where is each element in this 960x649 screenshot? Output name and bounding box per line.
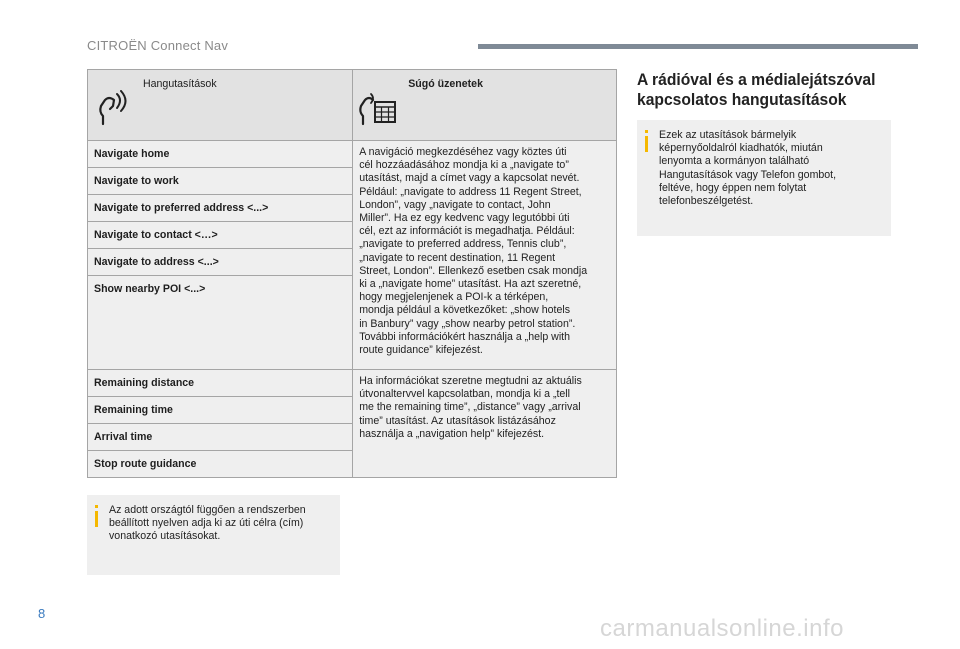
header-label-commands: Hangutasítások [143,78,217,90]
description-line: time” utasítást. Az utasítások listázásához [359,414,556,427]
section-heading-line: A rádióval és a médialejátszóval [637,70,876,89]
info-note-language [87,495,340,575]
note-line: Hangutasítások vagy Telefon gombot, [659,168,837,181]
note-line: vonatkozó utasításokat. [109,530,221,543]
description-line: cél, ezt az információt is megadhatja. Például: [359,225,575,238]
table-row [88,370,617,397]
page-number: 8 [38,606,46,621]
command-show-poi: Show nearby POI <...> [88,276,353,370]
command-remaining-time: Remaining time [88,397,353,424]
table-header-row [88,70,617,141]
note-line: képernyőoldalról kiadhatók, miután [659,142,823,155]
description-line: útvonaltervvel kapcsolatban, mondja ki a „tell [359,388,571,401]
note-line: Az adott országtól függően a rendszerben [109,504,306,516]
description-line: London”, vagy „navigate to contact, John [359,198,551,211]
command-stop-guidance: Stop route guidance [88,451,353,478]
header-label-help: Súgó üzenetek [408,78,483,90]
description-line: mondja például a következőket: „show hotels [359,304,571,317]
description-navigation [353,141,617,370]
description-line: route guidance” kifejezést. [359,344,483,357]
description-line: utasítást, majd a címet vagy a kapcsolat nevét. [359,172,580,185]
command-navigate-work: Navigate to work [88,168,353,195]
description-line: További információkért használja a „help with [359,330,571,343]
description-line: használja a „navigation help” kifejezést. [359,427,545,440]
description-line: A navigáció megkezdéséhez vagy köztes úti [359,146,567,158]
description-line: cél hozzáadásához mondja ki a „navigate to” [359,159,569,172]
description-line: „navigate to recent destination, 11 Regent [359,251,556,264]
header-cell-commands [88,70,353,141]
watermark: carmanualsonline.info [600,615,844,642]
description-line: in Banbury” vagy „show nearby petrol station”. [359,317,576,330]
note-line: telefonbeszélgetést. [659,195,754,208]
note-line: lenyomta a kormányon található [659,155,810,168]
description-line: „navigate to preferred address, Tennis club”, [359,238,567,251]
command-navigate-home: Navigate home [88,141,353,168]
description-line: me the remaining time”, „distance” vagy „arrival [359,401,581,414]
description-line: Ha információkat szeretne megtudni az aktuális [359,375,582,387]
header-cell-help [353,70,617,141]
info-note-text [109,504,306,544]
info-note-media [637,120,891,236]
info-icon [95,505,98,527]
section-heading-line: kapcsolatos hangutasítások [637,90,847,109]
command-navigate-contact: Navigate to contact <…> [88,222,353,249]
info-note-text [659,129,836,208]
section-heading [637,70,904,110]
voice-commands-table [87,69,617,478]
document-header-title: CITROËN Connect Nav [87,38,229,53]
note-line: beállított nyelven adja ki az úti célra (cím) [109,517,304,530]
description-line: hogy megjelenjenek a POI-k a térképen, [359,291,549,304]
description-line: Például: „navigate to address 11 Regent Street, [359,185,582,198]
command-remaining-distance: Remaining distance [88,370,353,397]
command-navigate-address: Navigate to address <...> [88,249,353,276]
description-route-info [353,370,617,478]
description-line: ki a „navigate home” utasítást. Ha azt szeretné, [359,278,582,291]
table-row [88,141,617,168]
command-navigate-preferred: Navigate to preferred address <...> [88,195,353,222]
header-rule [478,44,918,49]
voice-command-icon [97,90,135,126]
help-message-icon [359,90,397,126]
description-line: Street, London”. Ellenkező esetben csak mondja [359,264,588,277]
command-arrival-time: Arrival time [88,424,353,451]
note-line: Ezek az utasítások bármelyik [659,129,797,141]
note-line: feltéve, hogy éppen nem folytat [659,181,807,194]
description-line: Miller”. Ha ez egy kedvenc vagy legutóbbi úti [359,212,570,225]
info-icon [645,130,648,152]
